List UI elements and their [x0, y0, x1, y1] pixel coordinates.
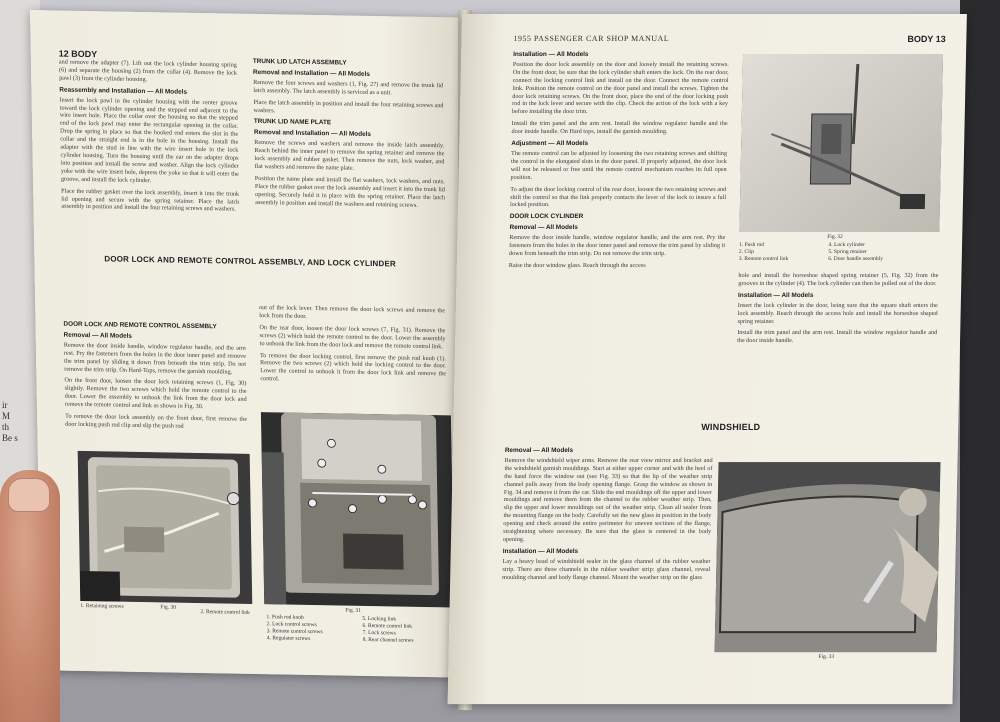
left-page-number: 12 BODY: [58, 48, 98, 60]
right-page: [448, 14, 967, 704]
figure-32-label: Fig. 32: [827, 234, 843, 241]
figure-30-label: Fig. 30: [160, 604, 177, 611]
figure-30-door-photo: [78, 451, 253, 604]
figure-32-caption: 4. Lock cylinder: [828, 242, 865, 249]
nameplate-subheading: Removal and Installation — All Models: [253, 129, 372, 139]
door-lock-paragraph-4: out of the lock lever. Then remove the door lock screws and remove the lock from the door.: [259, 304, 446, 320]
figure-32-caption: 5. Spring retainer: [828, 249, 867, 256]
door-lock-paragraph-5: On the rear door, loosen the door lock screws (7, Fig. 31). Remove the screws (2) which hold the remote control to the door. Lower the assembly to unhook the link from the door lock and remove the remote control link.: [259, 323, 446, 350]
adjustment-paragraph-1: The remote control can be adjusted by loosening the two retaining screws and shifting the control in the elongated slots in the door panel. If properly adjusted, the door lock will not be released or free until the remote control mechanism reaches its full open position.: [510, 149, 728, 181]
figure-31-caption: 5. Locking link: [362, 615, 397, 623]
windshield-column: [502, 444, 713, 586]
door-lock-paragraph-2: On the front door, loosen the door lock retaining screws (1, Fig. 30) slightly. Remove the two screws which hold the remote control to the door. Lower the assembly to unhook the link from the door lock and remove the remote control and link as shown in Fig. 30.: [64, 377, 247, 411]
door-lock-paragraph-3: To remove the door lock assembly on the front door, first remove the door locking push rod clip and slip the push rod: [65, 412, 248, 430]
lock-cylinder-removal-subheading: Removal — All Models: [509, 224, 578, 232]
install-subheading: Installation — All Models: [513, 51, 589, 59]
figure-32-lock-photo: [739, 54, 943, 232]
door-lock-removal-subheading: Removal — All Models: [63, 331, 133, 340]
lock-cylinder-heading: DOOR LOCK CYLINDER: [509, 213, 584, 221]
nameplate-paragraph-1: Remove the screws and washers and remove the inside latch assembly. Reach behind the inner panel to remove the spring retainer and remove the lock assembly and rubber gasket. Then remove the nuts, lock washer, and flat washers and remove the name plate.: [254, 139, 445, 172]
intro-paragraph: and remove the adapter (7). Lift out the lock cylinder housing spring (6) and separate the housing (2) from the collar (4). Remove the lock pawl (3) from the cylinder housing.: [58, 58, 238, 83]
windshield-removal-subheading: Removal — All Models: [504, 447, 574, 455]
nameplate-paragraph-2: Position the name plate and install the flat washers, lock washers, and nuts. Place the rubber gasket over the lock assembly and insert it into the trunk lid opening. Securely hold it in place with the spring retainer. Place the latch assembly in position and install the washers and retaining screws.: [254, 174, 446, 209]
lock-cylinder-paragraph-1: Remove the door inside handle, window regulator handle, and the arm rest. Pry the fasteners from the holes in the door inner panel and remove the trim panel by sliding it down from beneath the trim strip. Do not remove the trim strip.: [508, 234, 726, 257]
left-column-top: [59, 59, 240, 218]
figure-31-label: Fig. 31: [345, 607, 361, 614]
windshield-install-subheading: Installation — All Models: [502, 547, 579, 555]
backdrop-dark-object: [960, 0, 1000, 722]
figure-31-caption: 4. Regulator screws: [266, 635, 311, 642]
figure-32-caption: 2. Clip: [738, 249, 754, 256]
left-page: [30, 10, 481, 678]
trunk-latch-paragraph-2: Place the latch assembly in position and install the four retaining screws and washers.: [253, 98, 444, 114]
door-lock-section-title: DOOR LOCK AND REMOTE CONTROL ASSEMBLY, AND LOCK CYLINDER: [104, 254, 396, 269]
lock-cylinder-paragraph-2: Raise the door window glass. Reach through the access: [508, 261, 646, 269]
figure-32-captions-a: [739, 242, 789, 263]
trunk-latch-heading: TRUNK LID LATCH ASSEMBLY: [252, 57, 347, 67]
figure-31-captions: [266, 614, 413, 645]
figure-31-caption: 6. Remote control link: [362, 622, 413, 630]
figure-31-caption: 1. Push rod knob: [266, 614, 304, 621]
door-lock-paragraph-1: Remove the door inside handle, window regulator handle, and the arm rest. Pry the fasteners from the holes in the door inner panel and remove the trim panel by sliding it down from beneath the trim strip. Do not remove the trim strip. On Hard-Tops, remove the garnish moulding.: [63, 341, 247, 376]
right-column-left: [509, 48, 730, 274]
figure-31-captions-a: [266, 614, 322, 643]
lock-cylinder-paragraph-3: hole and install the horseshoe shaped spring retainer (5, Fig. 32) from the grooves in the cylinder (4). The lock cylinder can then be pulled out of the door.: [738, 272, 939, 287]
trunk-latch-subheading: Removal and Installation — All Models: [252, 68, 370, 78]
adjustment-paragraph-2: To adjust the door locking control of the rear door, loosen the two retaining screws and shift the control so that the link properly contacts the lever of the lock to insure a full locked position.: [509, 185, 727, 209]
door-lock-paragraph-6: To remove the door locking control, first remove the push rod knob (1). Remove the two screws (2) which hold the locking control to the door. Lower the control to unhook it from the door lock link and remove the control.: [259, 351, 447, 383]
figure-32-captions: [739, 242, 884, 263]
right-column-right: [737, 272, 939, 349]
figure-32-caption: 3. Remote control link: [738, 256, 789, 263]
adjustment-subheading: Adjustment — All Models: [511, 140, 589, 148]
underlying-page-edge-text: ir M th Be s: [2, 400, 18, 443]
figure-33-windshield-photo: [715, 462, 941, 652]
figure-30-caption-1: 1. Retaining screws: [80, 602, 124, 610]
figure-31-caption: 2. Lock control screws: [266, 621, 317, 629]
lock-cylinder-install-paragraph-1: Insert the lock cylinder in the door, being sure that the square shaft enters the lock assembly. Reach through the access hole and install the horseshoe shaped spring retainer.: [737, 301, 938, 325]
reassembly-paragraph-1: Insert the lock pawl in the cylinder housing with the center groove toward the lock cylinder opening and the stepped end adjacent to the wire insert hole. Place the collar over the housing so that the stepped end of the lock pawl may enter the rectangular opening in the collar. Drop the spring in place so that the hooked end enters the slot in the collar and the straight end is in the hole in the housing. Install the adapter with the stud in line with the wire insert hole in the lock cylinder housing. Turn the housing until the ear on the adapter drops into position and install the screw and washer. Align the lock cylinder yoke with the wire insert hole, depress the yoke so that it will enter the groove, and install the lock cylinder.: [59, 96, 239, 184]
reassembly-paragraph-2: Place the rubber gasket over the lock assembly, insert it into the trunk lid opening and secure with the spring retainer. Place the latch assembly in position and install the four retaining screws and washers.: [61, 187, 240, 214]
nameplate-heading: TRUNK LID NAME PLATE: [253, 118, 332, 127]
figure-31-captions-b: [362, 616, 413, 645]
lock-cylinder-install-paragraph-2: Install the trim panel and the arm rest. Install the window regulator handle and the door inside handle.: [737, 329, 938, 345]
right-column-top: [253, 54, 446, 214]
door-lock-column-left: [63, 317, 247, 436]
thumb-nail: [8, 478, 50, 512]
figure-32-caption: 6. Door handle assembly: [828, 256, 884, 263]
figure-30-caption-2: 2. Remote control link: [200, 609, 250, 616]
figure-31-caption: 8. Rear channel screws: [362, 636, 414, 644]
figure-33-label: Fig. 33: [818, 654, 835, 661]
install-paragraph-2: Install the trim panel and the arm rest. Install the window regulator handle and the door inside handle. On Hard tops, install the garnish moulding.: [511, 120, 728, 136]
install-paragraph-1: Position the door lock assembly on the door and loosely install the retaining screws. On the front door, be sure that the lock cylinder shaft enters the lock. On the rear door, connect the locking control link and install on the door. Connect the remote control link. Position the remote control on the door panel and install the screws. Tighten the door lock retaining screws. On the front door, place the end of the door locking push rod in the lock lever and secure with the clip. Check the action of the lock with a key before installing the door trim.: [511, 60, 729, 116]
reassembly-subheading: Reassembly and Installation — All Models: [59, 86, 188, 96]
right-page-header: 1955 PASSENGER CAR SHOP MANUAL: [513, 34, 670, 44]
figure-31-caption: 3. Remote control screws: [266, 628, 323, 636]
trunk-latch-paragraph-1: Remove the four screws and washers (1, Fig. 27) and remove the trunk lid latch assembly. The latch assembly is serviced as a unit.: [253, 78, 444, 97]
door-lock-column-right: [259, 304, 446, 390]
figure-32-captions-b: [828, 242, 883, 263]
windshield-install-paragraph: Lay a heavy bead of windshield sealer in the glass channel of the rubber weather strip. There are three channels in the rubber weather strip: glass channel, reveal moulding channel and body flange channel. Mount the weather strip on the glass: [502, 557, 711, 581]
lock-cylinder-install-subheading: Installation — All Models: [737, 291, 814, 299]
figure-31-caption: 7. Lock screws: [362, 629, 396, 637]
windshield-section-title: WINDSHIELD: [701, 422, 761, 433]
right-page-number: BODY 13: [907, 34, 946, 45]
figure-32-caption: 1. Push rod: [739, 242, 765, 249]
door-lock-heading: DOOR LOCK AND REMOTE CONTROL ASSEMBLY: [63, 320, 217, 331]
figure-31-door-photo: [261, 412, 454, 607]
windshield-removal-paragraph: Remove the windshield wiper arms. Remove the rear view mirror and bracket and the windshield garnish mouldings. Start at either upper corner and with the heel of the hand force the window out (see Fig. 33) so that the lip of the weather strip channel pulls away from the body opening flange. Grasp the window as shown in Fig. 34 and remove it from the car. Slide the end mouldings off the upper and lower mouldings and remove them from the channel to the rubber weather strip. Then, slip the upper and lower mouldings out of the weather strip. Clean all sealer from the mounting flange on the body. Carefully set the new glass in position in the body opening and check around the entire perimeter for uneven sections of the flange, straightening where necessary. Be sure that the glass is centered in the body opening.: [502, 457, 713, 544]
